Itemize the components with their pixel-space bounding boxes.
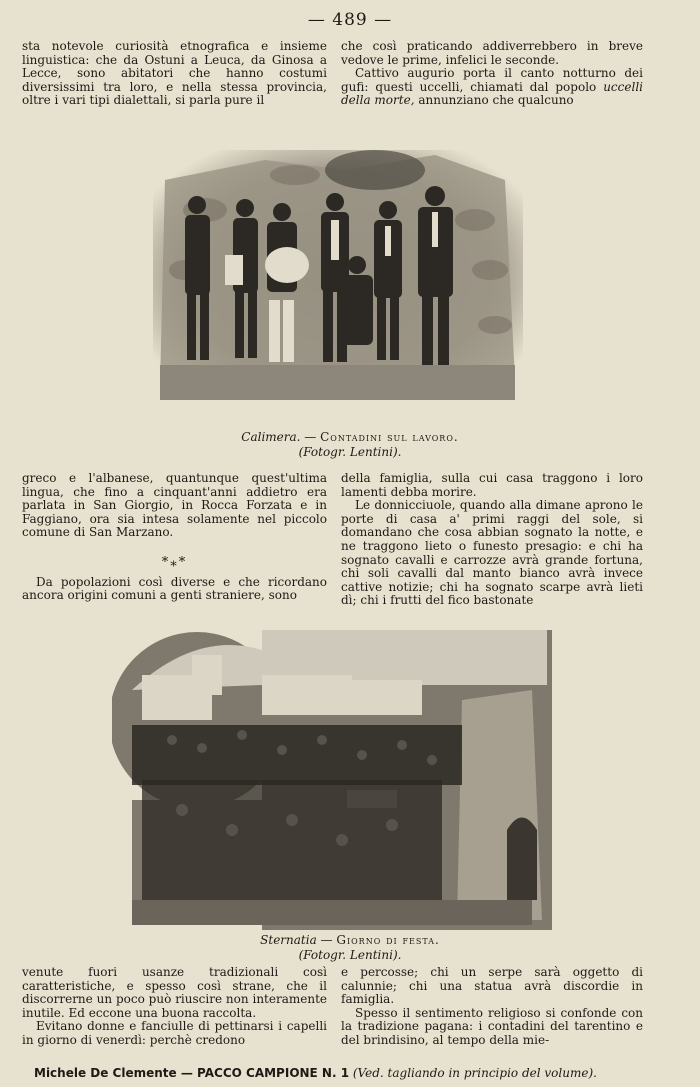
footer-author: Michele De Clemente [34, 1066, 177, 1080]
bottom-left-column [22, 966, 327, 1048]
section-stars: *⁎* [161, 554, 188, 570]
mid-left-column [22, 472, 327, 603]
top-right-column [341, 40, 643, 108]
paragraph: Cattivo augurio porta il canto notturno dei gufi: questi uccelli, chiamati dal popolo uccelli della morte, annunziano che qualcuno [341, 66, 643, 108]
paragraph: venute fuori usanze tradizionali così caratteristiche, e spesso così strane, che il discorrerne un poco può riuscire non interamente inutile. Ed eccone una buona raccolta. [22, 965, 327, 1020]
caption-place: Sternatia [260, 933, 317, 947]
footer: Michele De Clemente — PACCO CAMPIONE N. 1 (Ved. tagliando in principio del volume). [34, 1066, 597, 1080]
paragraph: Evitano donne e fanciulle di pettinarsi i capelli in giorno di venerdì: perchè credono [22, 1019, 327, 1047]
paragraph: Spesso il sentimento religioso si confonde con la tradizione pagana: i contadini del tarentino e del brindisino, al tempo della mie- [341, 1005, 643, 1047]
caption-title-line: Sternatia — Giorno di festa. [260, 933, 440, 947]
paragraph: greco e l'albanese, quantunque quest'ultima lingua, che fino a cinquant'anni addietro era parlata in San Giorgio, in Rocca Forzata e in Faggiano, ora sia intesa solamente nel piccolo comune di San Marzano. [22, 471, 327, 540]
photo-sternatia [112, 630, 552, 930]
paragraph: Da popolazioni così diverse e che ricordano ancora origini comuni a genti straniere, sono [22, 574, 327, 603]
paragraph: che così praticando addiverrebbero in breve vedove le prime, infelici le seconde. [341, 39, 643, 67]
paragraph: Le donnicciuole, quando alla dimane aprono le porte di casa a' primi raggi del sole, si domandano che cosa abbian sognato la notte, e ne traggono lieto o funesto presagio: e chi ha sognato cavalli e carrozze avrà grande fortuna, chi soli cavalli dal manto bianco avrà invece cattive notizie; chi ha sognato scarpe avrà lieti dì; chi i frutti del fico bastonate [341, 498, 643, 608]
bottom-right-column [341, 966, 643, 1048]
footer-label: PACCO CAMPIONE N. 1 [197, 1066, 350, 1080]
caption-title: Giorno di festa. [336, 933, 440, 947]
caption-figure-1 [0, 430, 700, 460]
caption-title: Contadini sul lavoro. [320, 430, 459, 444]
photo-calimera [145, 140, 530, 410]
paragraph: sta notevole curiosità etnografica e insieme linguistica: che da Ostuni a Leuca, da Ginosa a Lecce, sono abitatori che hanno costumi diversissimi tra loro, e nella stessa provincia, oltre i vari tipi dialettali, si parla pure il [22, 39, 327, 108]
photo-sternatia-image [112, 630, 552, 930]
caption-credit: (Fotogr. Lentini). [298, 948, 402, 962]
caption-place: Calimera. [241, 430, 301, 444]
paragraph: della famiglia, sulla cui casa traggono i loro lamenti debba morire. [341, 471, 643, 499]
footer-note: (Ved. tagliando in principio del volume). [349, 1066, 597, 1080]
photo-calimera-image [145, 140, 530, 410]
page-number: — 489 — [307, 10, 393, 30]
caption-title-line: Calimera. — Contadini sul lavoro. [241, 430, 459, 444]
caption-credit: (Fotogr. Lentini). [298, 445, 402, 459]
caption-figure-2 [0, 933, 700, 963]
paragraph: e percosse; chi un serpe sarà oggetto di calunnie; chi una statua avrà discordie in famiglia. [341, 965, 643, 1007]
top-left-column [22, 40, 327, 108]
mid-right-column [341, 472, 643, 608]
